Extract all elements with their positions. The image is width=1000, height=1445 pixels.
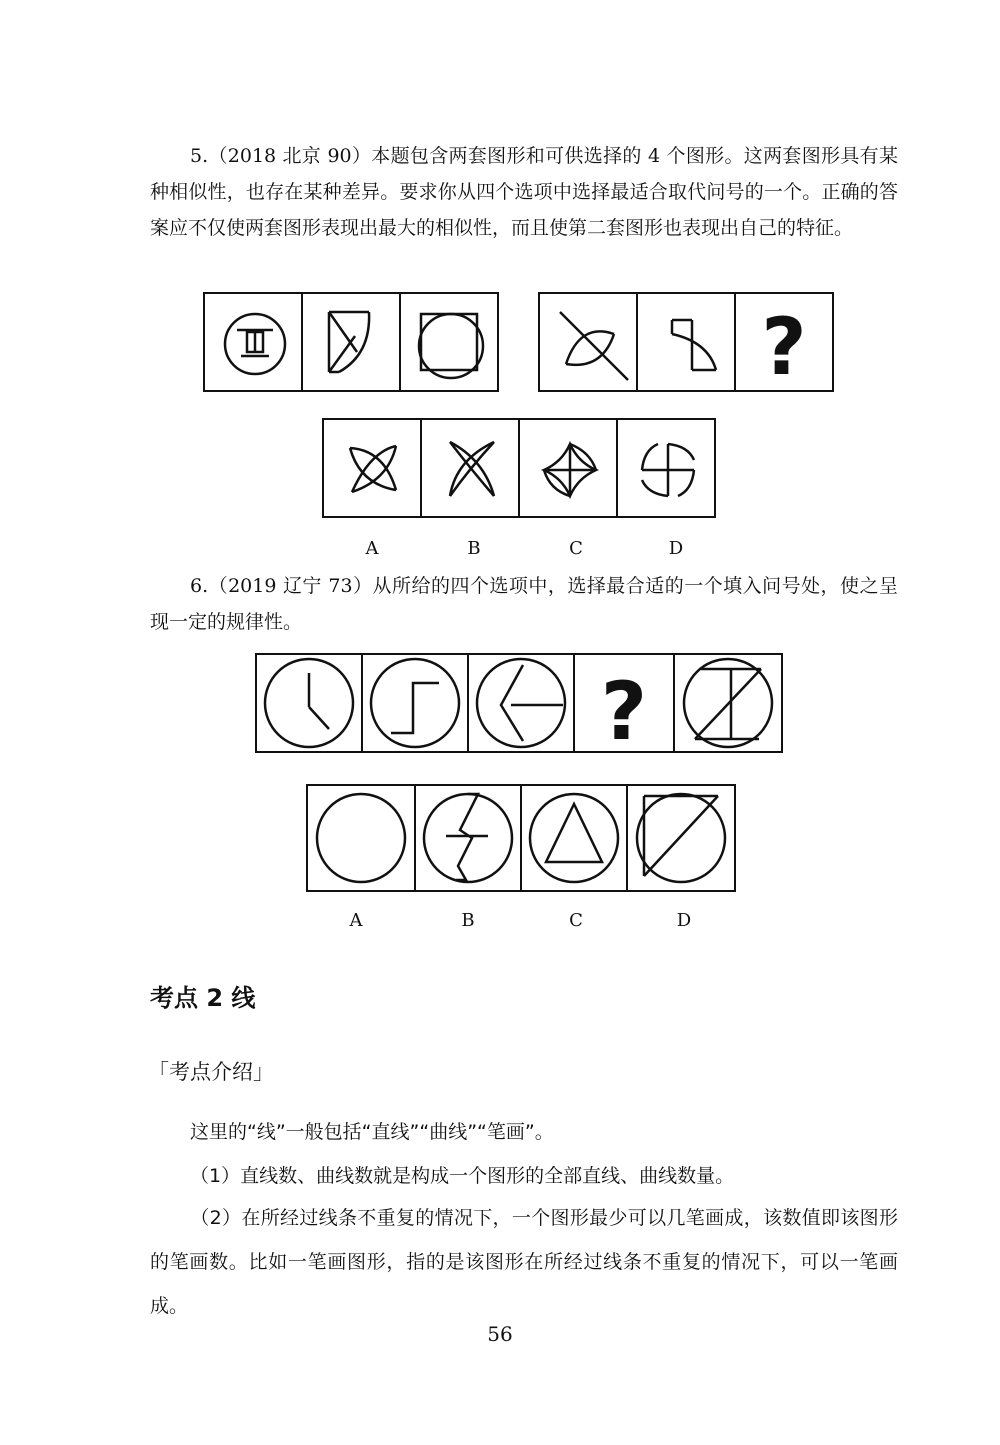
q5-text (150, 138, 898, 246)
q6-figure-2 (361, 653, 469, 753)
q5-question-mark: ? (761, 303, 807, 390)
section-paragraph-3 (150, 1196, 898, 1328)
q6-options (306, 784, 736, 892)
q5-option-label-d: D (668, 538, 684, 559)
q6-text-content: 6.（2019 辽宁 73）从所给的四个选项中，选择最合适的一个填入问号处，使之呈现一定的规律性。 (150, 575, 898, 633)
section-paragraph-2 (150, 1154, 898, 1198)
q6-option-c-figure[interactable] (520, 784, 628, 892)
q5-set1 (203, 292, 499, 392)
q6-option-label-b: B (461, 910, 475, 931)
section-subheading: 「考点介绍」 (148, 1060, 274, 1084)
q6-figure-1 (255, 653, 363, 753)
q6-option-d-figure[interactable] (626, 784, 736, 892)
q6-figure-3 (467, 653, 575, 753)
section-heading: 考点 2 线 (150, 984, 256, 1012)
q6-text (150, 568, 898, 640)
section-paragraph-1 (150, 1110, 898, 1154)
page-number: 56 (487, 1322, 513, 1346)
q6-option-label-c: C (569, 910, 583, 931)
q5-set2-figure-2 (636, 292, 736, 392)
q6-option-b-figure[interactable] (414, 784, 522, 892)
q6-option-label-d: D (676, 910, 692, 931)
section-paragraph-2-content: （1）直线数、曲线数就是构成一个图形的全部直线、曲线数量。 (190, 1165, 735, 1187)
q5-option-a-figure[interactable] (322, 418, 422, 518)
q6-figure-5 (673, 653, 783, 753)
q6-question-mark: ? (600, 665, 648, 751)
q5-text-content: 5.（2018 北京 90）本题包含两套图形和可供选择的 4 个图形。这两套图形具有某种相似性，也存在某种差异。要求你从四个选项中选择最适合取代问号的一个。正确的答案应不仅使两套图形表现出最大的相似性，而且使第二套图形也表现出自己的特征。 (150, 145, 898, 239)
q5-option-label-b: B (467, 538, 481, 559)
q5-option-b-figure[interactable] (420, 418, 520, 518)
q5-set2-figure-1 (538, 292, 638, 392)
q5-option-label-a: A (365, 538, 379, 559)
q5-option-c-figure[interactable] (518, 418, 618, 518)
q6-option-label-a: A (349, 910, 363, 931)
q5-set1-figure-1 (203, 292, 303, 392)
section-paragraph-3-content: （2）在所经过线条不重复的情况下，一个图形最少可以几笔画成，该数值即该图形的笔画数。比如一笔画图形，指的是该图形在所经过线条不重复的情况下，可以一笔画成。 (150, 1207, 898, 1317)
q5-set1-figure-2 (301, 292, 401, 392)
q5-options (322, 418, 716, 518)
q5-option-d-figure[interactable] (616, 418, 716, 518)
q6-sequence (255, 653, 783, 753)
q6-question-cell (573, 653, 675, 753)
q6-option-a-figure[interactable] (306, 784, 416, 892)
section-paragraph-1-content: 这里的“线”一般包括“直线”“曲线”“笔画”。 (190, 1121, 554, 1143)
q5-set2 (538, 292, 834, 392)
q5-option-label-c: C (569, 538, 583, 559)
q5-set1-figure-3 (399, 292, 499, 392)
q5-question-cell (734, 292, 834, 392)
